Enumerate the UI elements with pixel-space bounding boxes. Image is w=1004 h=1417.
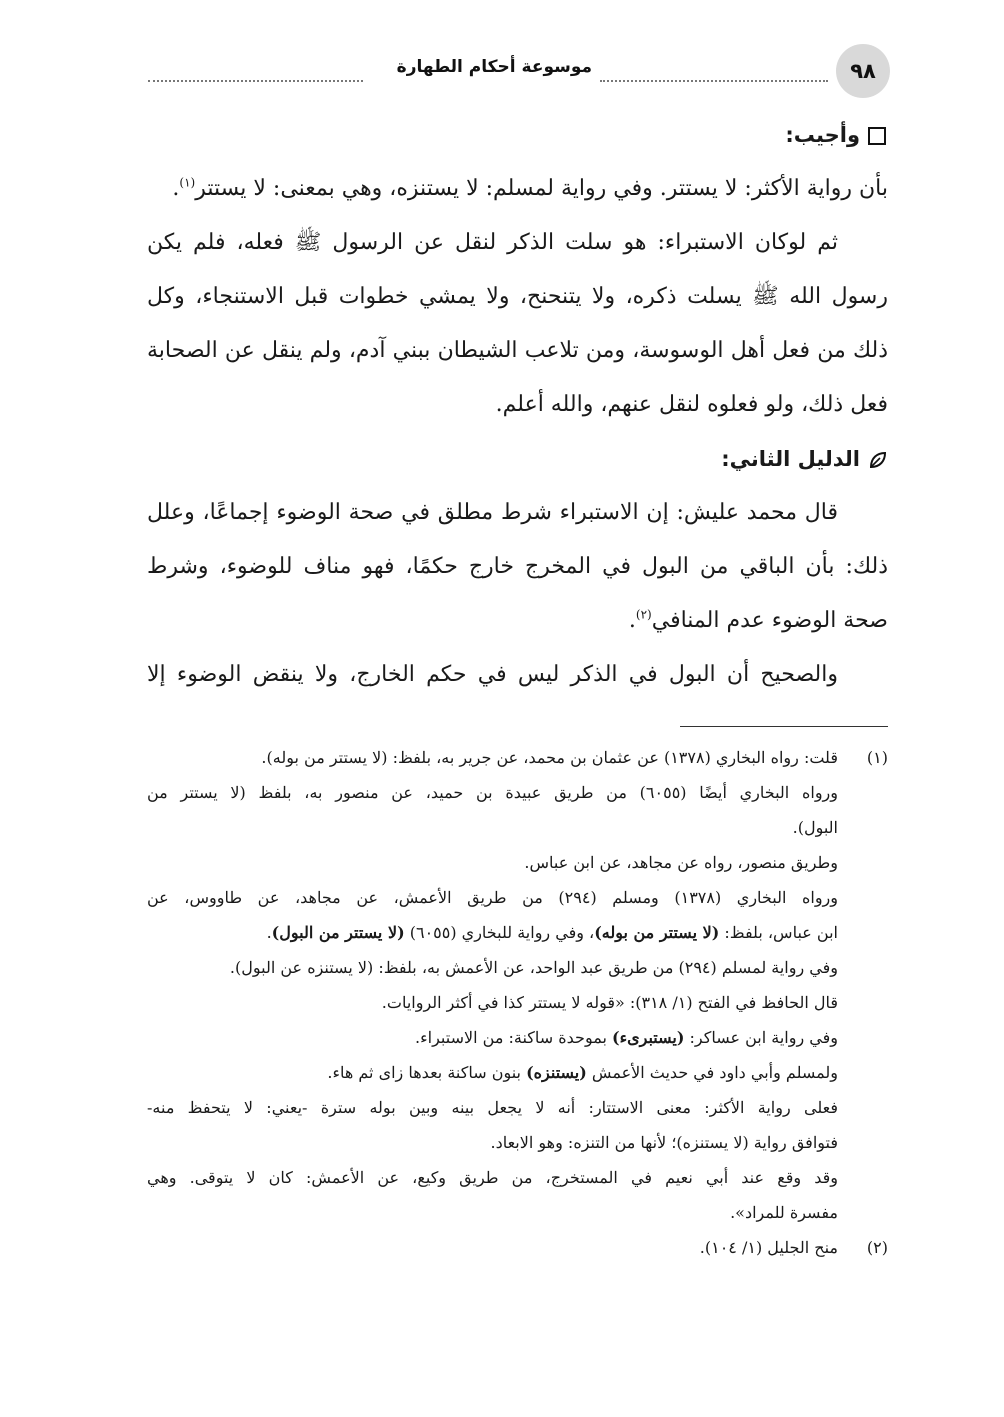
footnote-line: ورواه البخاري (١٣٧٨) ومسلم (٢٩٤) من طريق الأعمش، عن مجاهد، عن طاووس، عن <box>147 888 838 907</box>
running-header <box>145 44 890 98</box>
footnote-number: (٢) <box>866 1238 888 1257</box>
paragraph-4-line: والصحيح أن البول في الذكر ليس في حكم الخارج، ولا ينقض الوضوء إلا <box>147 662 838 687</box>
paragraph-1: بأن رواية الأكثر: لا يستتر. وفي رواية لمسلم: لا يستنزه، وهي بمعنى: لا يستتر$^{(١)}$. <box>172 175 888 201</box>
footnotes <box>147 740 888 1265</box>
footnote-line: وقد وقع عند أبي نعيم في المستخرج، من طريق وكيع، عن الأعمش: كان لا يتوقى. وهي <box>147 1168 838 1187</box>
footnote-separator <box>680 726 888 727</box>
book-title: موسوعة أحكام الطهارة <box>396 57 592 77</box>
answer-heading: وأجيب: <box>147 108 888 162</box>
footnote-line: وفي رواية لمسلم (٢٩٤) من طريق عبد الواحد، عن الأعمش به، بلفظ: (لا يستنزه عن البول). <box>229 958 838 977</box>
footnote-line: مفسرة للمراد». <box>730 1203 838 1222</box>
footnote-1: (١)قلت: رواه البخاري (١٣٧٨) عن عثمان بن محمد، عن جرير به، بلفظ: (لا يستتر من بوله). <box>147 740 888 775</box>
header-dotted-rule-left <box>148 80 363 82</box>
footnote-2: (٢)منح الجليل (١/ ١٠٤). <box>147 1230 888 1265</box>
paragraph-2-line: فعل ذلك، ولو فعلوه لنقل عنهم، والله أعلم. <box>495 392 888 417</box>
main-text <box>147 108 888 702</box>
header-dotted-rule-right <box>600 80 828 82</box>
paragraph-2-line: ثم لوكان الاستبراء: هو سلت الذكر لنقل عن الرسول ﷺ فعله، فلم يكن <box>147 230 838 255</box>
evidence-heading: الدليل الثاني: <box>147 432 888 486</box>
footnote-ref-1[interactable]: (١) <box>179 175 196 190</box>
footnote-ref-2[interactable]: (٢) <box>635 607 652 622</box>
footnote-line: قال الحافظ في الفتح (١/ ٣١٨): «قوله لا يستتر كذا في أكثر الروايات. <box>381 993 838 1012</box>
paragraph-3-line: ذلك: بأن الباقي من البول في المخرج خارج حكمًا، فهو مناف للوضوء، وشرط <box>147 554 888 579</box>
footnote-line: ولمسلم وأبي داود في حديث الأعمش (يستنزه) بنون ساكنة بعدها زاى ثم هاء. <box>327 1063 838 1082</box>
footnote-line: البول). <box>792 818 838 837</box>
leaf-icon <box>868 450 888 470</box>
footnote-number: (١) <box>866 748 888 767</box>
paragraph-2-line: ذلك من فعل أهل الوسوسة، ومن تلاعب الشيطان ببني آدم، ولم ينقل عن الصحابة <box>147 338 888 363</box>
page-number-badge: ٩٨ <box>836 44 890 98</box>
paragraph-3-line: صحة الوضوء عدم المنافي$^{(٢)}$. <box>628 607 888 633</box>
checkbox-icon <box>868 127 886 145</box>
footnote-line: فتوافق رواية (لا يستنزه)؛ لأنها من التنزه: وهو الابعاد. <box>490 1133 838 1152</box>
paragraph-3-line: قال محمد عليش: إن الاستبراء شرط مطلق في صحة الوضوء إجماعًا، وعلل <box>147 500 838 525</box>
footnote-line: ابن عباس، بلفظ: (لا يستتر من بوله)، وفي رواية للبخاري (٦٠٥٥) (لا يستتر من البول). <box>266 923 838 942</box>
footnote-line: وطريق منصور، رواه عن مجاهد، عن ابن عباس. <box>524 853 838 872</box>
paragraph-2-line: رسول الله ﷺ يسلت ذكره، ولا يتنحنح، ولا يمشي خطوات قبل الاستنجاء، وكل <box>147 284 888 309</box>
footnote-line: وفي رواية ابن عساكر: (يستبرىء) بموحدة ساكنة: من الاستبراء. <box>415 1028 838 1047</box>
footnote-line: ورواه البخاري أيضًا (٦٠٥٥) من طريق عبيدة بن حميد، عن منصور به، بلفظ (لا يستتر من <box>147 783 838 802</box>
footnote-line: فعلى رواية الأكثر: معنى الاستتار: أنه لا يجعل بينه وبين بوله سترة -يعني: لا يتحفظ منه- <box>147 1098 838 1117</box>
